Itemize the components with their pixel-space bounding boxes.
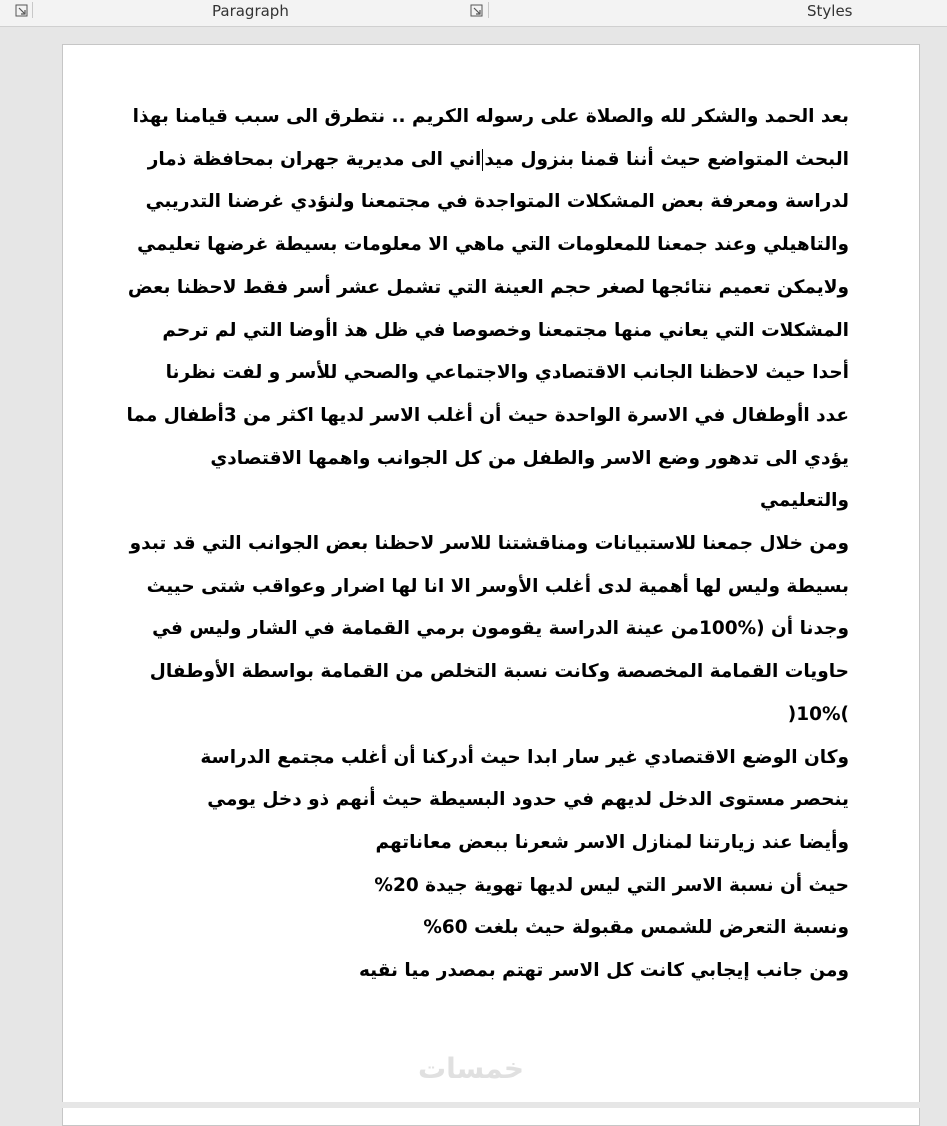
text-line: يؤدي الى تدهور وضع الاسر والطفل من كل الجوانب واهمها الاقتصادي xyxy=(210,447,849,469)
text-line: أحدا حيث لاحظنا الجانب الاقتصادي والاجتماعي والصحي للأسر و لفت نظرنا xyxy=(165,362,849,384)
styles-group-label: Styles xyxy=(807,2,853,20)
ribbon-separator xyxy=(32,2,33,18)
text-line: حاويات القمامة المخصصة وكانت نسبة التخلص من القمامة بواسطة الأوطفال xyxy=(149,661,849,683)
ribbon-separator xyxy=(488,2,489,18)
text-line-with-caret: البحث المتواضع حيث أننا قمنا بنزول ميداني الى مديرية جهران بمحافظة ذمار xyxy=(147,148,849,170)
text-line: والتعليمي xyxy=(759,490,849,512)
text-line: والتاهيلي وعند جمعنا للمعلومات التي ماهي الا معلومات بسيطة غرضها تعليمي xyxy=(137,234,849,256)
text-line: ينحصر مستوى الدخل لديهم في حدود البسيطة حيث أنهم ذو دخل يومي xyxy=(207,789,849,811)
text-line: ومن خلال جمعنا للاستبيانات ومناقشتنا للاسر لاحظنا بعض الجوانب التي قد تبدو xyxy=(129,533,849,555)
text-line: ومن جانب إيجابي كانت كل الاسر تهتم بمصدر ميا نقيه xyxy=(358,960,849,982)
text-line: ونسبة التعرض للشمس مقبولة حيث بلغت 60% xyxy=(423,917,849,939)
text-line: )10%( xyxy=(787,703,849,725)
bottom-edge xyxy=(0,1102,947,1108)
text-line: المشكلات التي يعاني منها مجتمعنا وخصوصا في ظل هذ اأوضا التي لم ترحم xyxy=(162,319,849,341)
paragraph-dialog-launcher-icon[interactable] xyxy=(470,4,484,18)
ribbon-group-bar xyxy=(0,0,947,27)
document-body[interactable] xyxy=(126,96,849,993)
text-line: بعد الحمد والشكر لله والصلاة على رسوله الكريم .. نتطرق الى سبب قيامنا بهذا xyxy=(132,106,849,127)
text-line: وأيضا عند زيارتنا لمنازل الاسر شعرنا ببعض معاناتهم xyxy=(375,831,849,853)
text-line: وجدنا أن (%100من عينة الدراسة يقومون برمي القمامة في الشار وليس في xyxy=(152,618,849,640)
paragraph-group-label: Paragraph xyxy=(212,2,289,20)
text-line: حيث أن نسبة الاسر التي ليس لديها تهوية جيدة 20% xyxy=(374,874,849,896)
text-line: عدد اأوطفال في الاسرة الواحدة حيث أن أغلب الاسر لديها اكثر من 3أطفال مما xyxy=(126,404,849,426)
watermark-logo: خمسات xyxy=(417,1052,525,1085)
text-line: لدراسة ومعرفة بعض المشكلات المتواجدة في مجتمعنا ولنؤدي غرضنا التدريبي xyxy=(145,191,849,213)
text-line: وكان الوضع الاقتصادي غير سار ابدا حيث أدركنا أن أغلب مجتمع الدراسة xyxy=(200,746,849,768)
dialog-launcher-icon[interactable] xyxy=(15,4,29,18)
text-line: بسيطة وليس لها أهمية لدى أغلب الأوسر الا انا لها اضرار وعواقب شتى حييث xyxy=(146,575,849,597)
text-line: ولايمكن تعميم نتائجها لصغر حجم العينة التي تشمل عشر أسر فقط لاحظنا بعض xyxy=(127,276,849,298)
